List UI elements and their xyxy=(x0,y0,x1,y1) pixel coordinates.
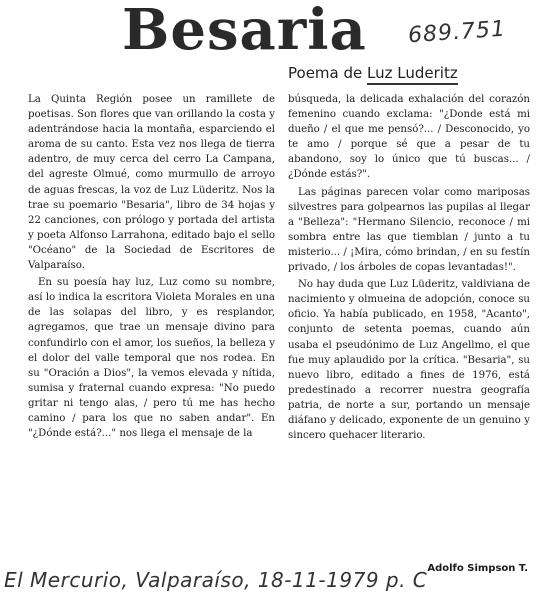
subtitle-author-name: Luz Luderitz xyxy=(367,64,458,85)
right-paragraph-2: Las páginas parecen volar como mariposas silvestres para golpearnos las pupilas al llegar a "Belleza": "Hermano Silencio, reconoce / mi sombra entre las que tiemblan / junto a tu misterio... / ¡Mira, cómo brindan, / en su festín privado, / los árboles de copas levantadas!". xyxy=(288,186,530,274)
handwritten-source-note: El Mercurio, Valparaíso, 18-11-1979 p. C xyxy=(4,568,428,592)
handwritten-reference-number: 689.751 xyxy=(407,16,507,49)
left-paragraph-2: En su poesía hay luz, Luz como su nombre, así lo indica la escritora Violeta Morales en una de las solapas del libro, y es resplandor, agregamos, que trae un mensaje divino para confundirlo con el amor, los sueños, la belleza y el dolor del valle temporal que nos rodea. En su "Oración a Dios", la vemos elevada y nítida, sumisa y fraternal cuando expresa: "No puedo gritar ni tengo alas, / pero tú me has hecho camino / para los que no saben andar". En "¿Dónde está?..." nos llega el mensaje de la xyxy=(28,277,276,440)
right-paragraph-1: búsqueda, la delicada exhalación del corazón femenino cuando exclama: "¿Donde está mi dueño / el que me pensó?... / Desconocido, yo te amo / porque sé que a pesar de tu abandono, soy lo único que tú buscas... / ¿Dónde estás?". xyxy=(288,94,530,181)
article-title: Besaria xyxy=(122,0,367,63)
article-subtitle xyxy=(288,64,458,82)
subtitle-prefix: Poema de xyxy=(288,64,368,82)
left-paragraph-1: La Quinta Región posee un ramillete de poetisas. Son flores que van orillando la costa y adentrándose hacia la montaña, esparciendo el aroma de su canto. Esta vez nos llega de tierra adentro, de muy cerca del cerro La Campana, del agreste Olmué, como murmullo de arroyo de aguas frescas, la voz de Luz Lüderitz. Nos la trae su poemario "Besaria", libro de 34 hojas y 22 canciones, con prólogo y portada del artista y poeta Alfonso Larrahona, editado bajo el sello "Océano" de la Sociedad de Escritores de Valparaíso. xyxy=(28,94,275,272)
right-text-column xyxy=(288,92,530,443)
left-text-column xyxy=(28,92,275,441)
article-byline: Adolfo Simpson T. xyxy=(427,563,528,574)
right-paragraph-3: No hay duda que Luz Lüderitz, valdiviana de nacimiento y olmueina de adopción, conoce su oficio. Ya había publicado, en 1958, "Acanto", conjunto de setenta poemas, cuando aún usaba el pseudónimo de Luz Angellmo, el que fue muy aplaudido por la crítica. "Besaria", su nuevo libro, editado a fines de 1976, está predestinado a recorrer nuestra geografía patria, de norte a sur, portando un mensaje diáfano y delicado, exponente de un genuino y sincero quehacer literario. xyxy=(288,279,530,442)
